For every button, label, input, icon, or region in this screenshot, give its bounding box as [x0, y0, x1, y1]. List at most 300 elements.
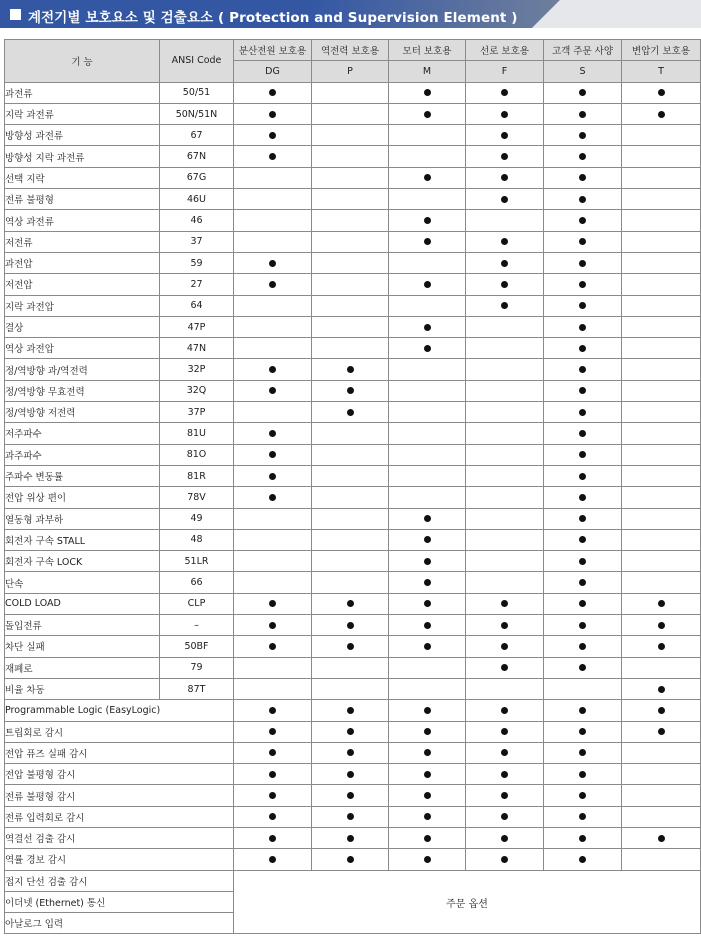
function-name: 차단 실패: [5, 636, 160, 657]
mark-cell: [622, 338, 701, 359]
function-name: 전압 퓨즈 실패 감시: [5, 742, 234, 763]
filled-circle-icon: [269, 430, 276, 437]
mark-cell: [389, 465, 466, 486]
mark-cell: [544, 487, 622, 508]
filled-circle-icon: [579, 451, 586, 458]
mark-cell: [544, 252, 622, 273]
filled-circle-icon: [579, 153, 586, 160]
filled-circle-icon: [347, 771, 354, 778]
filled-circle-icon: [579, 515, 586, 522]
filled-circle-icon: [658, 686, 665, 693]
filled-circle-icon: [269, 622, 276, 629]
filled-circle-icon: [579, 281, 586, 288]
function-name: Programmable Logic (EasyLogic): [5, 700, 234, 721]
filled-circle-icon: [347, 813, 354, 820]
function-name: 과전류: [5, 82, 160, 103]
mark-cell: [622, 167, 701, 188]
filled-circle-icon: [424, 707, 431, 714]
filled-circle-icon: [347, 749, 354, 756]
mark-cell: [234, 615, 312, 636]
mark-cell: [234, 849, 312, 870]
mark-cell: [234, 423, 312, 444]
mark-cell: [389, 572, 466, 593]
protection-table: [4, 39, 701, 934]
mark-cell: [622, 529, 701, 550]
mark-cell: [544, 615, 622, 636]
mark-cell: [389, 295, 466, 316]
filled-circle-icon: [269, 494, 276, 501]
filled-circle-icon: [269, 643, 276, 650]
table-row: [5, 231, 701, 252]
mark-cell: [234, 742, 312, 763]
filled-circle-icon: [347, 728, 354, 735]
mark-cell: [622, 700, 701, 721]
ansi-code: 37: [160, 231, 234, 252]
mark-cell: [544, 444, 622, 465]
ansi-code: 49: [160, 508, 234, 529]
filled-circle-icon: [424, 728, 431, 735]
function-name: COLD LOAD: [5, 593, 160, 614]
mark-cell: [544, 103, 622, 124]
ansi-code: 79: [160, 657, 234, 678]
mark-cell: [389, 167, 466, 188]
table-row: [5, 657, 701, 678]
filled-circle-icon: [658, 89, 665, 96]
mark-cell: [234, 146, 312, 167]
mark-cell: [312, 529, 389, 550]
function-name: 정/역방향 저전력: [5, 402, 160, 423]
mark-cell: [544, 465, 622, 486]
table-row: [5, 849, 701, 870]
mark-cell: [312, 700, 389, 721]
ansi-code: 50/51: [160, 82, 234, 103]
table-row: [5, 338, 701, 359]
mark-cell: [312, 636, 389, 657]
mark-cell: [234, 252, 312, 273]
function-name: 역률 경보 감시: [5, 849, 234, 870]
mark-cell: [466, 785, 544, 806]
mark-cell: [389, 231, 466, 252]
mark-cell: [312, 487, 389, 508]
mark-cell: [234, 593, 312, 614]
function-name: 주파수 변동률: [5, 465, 160, 486]
function-name: 결상: [5, 316, 160, 337]
mark-cell: [312, 572, 389, 593]
filled-circle-icon: [424, 813, 431, 820]
ansi-code: 32Q: [160, 380, 234, 401]
mark-cell: [312, 721, 389, 742]
mark-cell: [312, 615, 389, 636]
filled-circle-icon: [424, 792, 431, 799]
mark-cell: [312, 82, 389, 103]
table-row: [5, 487, 701, 508]
filled-circle-icon: [347, 792, 354, 799]
mark-cell: [312, 103, 389, 124]
mark-cell: [466, 423, 544, 444]
mark-cell: [544, 806, 622, 827]
filled-circle-icon: [424, 536, 431, 543]
filled-circle-icon: [424, 835, 431, 842]
mark-cell: [622, 125, 701, 146]
mark-cell: [389, 593, 466, 614]
ansi-code: 37P: [160, 402, 234, 423]
mark-cell: [312, 508, 389, 529]
function-name: 비율 차동: [5, 678, 160, 699]
ansi-code: 67: [160, 125, 234, 146]
filled-circle-icon: [579, 217, 586, 224]
mark-cell: [389, 189, 466, 210]
filled-circle-icon: [269, 813, 276, 820]
mark-cell: [389, 636, 466, 657]
mark-cell: [622, 82, 701, 103]
mark-cell: [312, 742, 389, 763]
mark-cell: [466, 103, 544, 124]
col-code-f: F: [466, 61, 544, 82]
mark-cell: [234, 551, 312, 572]
filled-circle-icon: [658, 111, 665, 118]
mark-cell: [389, 316, 466, 337]
mark-cell: [544, 764, 622, 785]
table-row: [5, 700, 701, 721]
table-row: [5, 551, 701, 572]
filled-circle-icon: [347, 387, 354, 394]
function-name: 방향성 과전류: [5, 125, 160, 146]
mark-cell: [622, 487, 701, 508]
mark-cell: [466, 125, 544, 146]
filled-circle-icon: [501, 600, 508, 607]
mark-cell: [312, 189, 389, 210]
mark-cell: [622, 295, 701, 316]
mark-cell: [389, 742, 466, 763]
table-row: [5, 529, 701, 550]
filled-circle-icon: [347, 366, 354, 373]
filled-circle-icon: [579, 558, 586, 565]
mark-cell: [544, 508, 622, 529]
filled-circle-icon: [579, 792, 586, 799]
filled-circle-icon: [501, 302, 508, 309]
mark-cell: [544, 827, 622, 848]
table-row: [5, 167, 701, 188]
filled-circle-icon: [269, 451, 276, 458]
function-name: 과주파수: [5, 444, 160, 465]
col-header-f: 선로 보호용: [466, 40, 544, 61]
function-name: 전류 불평형 감시: [5, 785, 234, 806]
mark-cell: [389, 82, 466, 103]
mark-cell: [466, 529, 544, 550]
mark-cell: [544, 82, 622, 103]
filled-circle-icon: [501, 856, 508, 863]
table-row: [5, 210, 701, 231]
mark-cell: [544, 274, 622, 295]
mark-cell: [466, 657, 544, 678]
filled-circle-icon: [579, 89, 586, 96]
mark-cell: [544, 402, 622, 423]
table-row: [5, 103, 701, 124]
mark-cell: [234, 189, 312, 210]
table-row: [5, 764, 701, 785]
mark-cell: [622, 721, 701, 742]
mark-cell: [466, 167, 544, 188]
filled-circle-icon: [501, 132, 508, 139]
filled-circle-icon: [501, 153, 508, 160]
ansi-code: 78V: [160, 487, 234, 508]
mark-cell: [389, 529, 466, 550]
filled-circle-icon: [579, 324, 586, 331]
filled-circle-icon: [424, 89, 431, 96]
mark-cell: [466, 806, 544, 827]
mark-cell: [234, 529, 312, 550]
mark-cell: [389, 827, 466, 848]
filled-circle-icon: [424, 174, 431, 181]
table-row: [5, 316, 701, 337]
mark-cell: [622, 764, 701, 785]
function-name: 선택 지락: [5, 167, 160, 188]
filled-circle-icon: [579, 579, 586, 586]
page-title: 계전기별 보호요소 및 검출요소 ( Protection and Supervision Element ): [28, 10, 518, 26]
mark-cell: [312, 274, 389, 295]
filled-circle-icon: [658, 643, 665, 650]
function-name: 단속: [5, 572, 160, 593]
mark-cell: [234, 231, 312, 252]
mark-cell: [389, 146, 466, 167]
function-name: 돌입전류: [5, 615, 160, 636]
filled-circle-icon: [579, 473, 586, 480]
mark-cell: [622, 465, 701, 486]
mark-cell: [234, 380, 312, 401]
mark-cell: [466, 210, 544, 231]
table-row: [5, 870, 701, 891]
mark-cell: [544, 125, 622, 146]
mark-cell: [466, 742, 544, 763]
col-code-p: P: [312, 61, 389, 82]
table-row: [5, 295, 701, 316]
filled-circle-icon: [579, 771, 586, 778]
mark-cell: [622, 402, 701, 423]
ansi-code: 64: [160, 295, 234, 316]
ansi-code: 50N/51N: [160, 103, 234, 124]
filled-circle-icon: [424, 643, 431, 650]
mark-cell: [389, 423, 466, 444]
function-name: 정/역방향 무효전력: [5, 380, 160, 401]
filled-circle-icon: [501, 260, 508, 267]
mark-cell: [544, 295, 622, 316]
filled-circle-icon: [269, 260, 276, 267]
filled-circle-icon: [579, 856, 586, 863]
filled-circle-icon: [579, 196, 586, 203]
filled-circle-icon: [347, 600, 354, 607]
mark-cell: [466, 636, 544, 657]
mark-cell: [466, 551, 544, 572]
mark-cell: [622, 359, 701, 380]
mark-cell: [544, 231, 622, 252]
table-row: [5, 636, 701, 657]
mark-cell: [234, 721, 312, 742]
filled-circle-icon: [579, 366, 586, 373]
mark-cell: [234, 402, 312, 423]
mark-cell: [622, 657, 701, 678]
mark-cell: [466, 252, 544, 273]
mark-cell: [544, 593, 622, 614]
table-row: [5, 146, 701, 167]
mark-cell: [312, 125, 389, 146]
function-name: 트립회로 감시: [5, 721, 234, 742]
ansi-code: 59: [160, 252, 234, 273]
col-header-t: 변압기 보호용: [622, 40, 701, 61]
mark-cell: [234, 700, 312, 721]
ansi-code: 67N: [160, 146, 234, 167]
mark-cell: [544, 742, 622, 763]
mark-cell: [466, 146, 544, 167]
filled-circle-icon: [269, 707, 276, 714]
mark-cell: [466, 487, 544, 508]
mark-cell: [312, 657, 389, 678]
mark-cell: [234, 82, 312, 103]
function-name: 회전자 구속 STALL: [5, 529, 160, 550]
mark-cell: [234, 295, 312, 316]
mark-cell: [312, 827, 389, 848]
table-row: [5, 827, 701, 848]
filled-circle-icon: [579, 600, 586, 607]
mark-cell: [622, 444, 701, 465]
function-name: 열동형 과부하: [5, 508, 160, 529]
filled-circle-icon: [579, 643, 586, 650]
mark-cell: [622, 252, 701, 273]
mark-cell: [544, 678, 622, 699]
filled-circle-icon: [424, 749, 431, 756]
mark-cell: [234, 572, 312, 593]
mark-cell: [312, 338, 389, 359]
ansi-code: 46: [160, 210, 234, 231]
mark-cell: [389, 402, 466, 423]
filled-circle-icon: [424, 558, 431, 565]
mark-cell: [466, 359, 544, 380]
filled-circle-icon: [424, 345, 431, 352]
mark-cell: [466, 508, 544, 529]
mark-cell: [466, 615, 544, 636]
function-name: 저주파수: [5, 423, 160, 444]
mark-cell: [389, 764, 466, 785]
filled-circle-icon: [501, 664, 508, 671]
filled-circle-icon: [579, 111, 586, 118]
col-code-s: S: [544, 61, 622, 82]
title-square-icon: [10, 9, 21, 20]
mark-cell: [622, 508, 701, 529]
function-name: 접지 단선 검출 감시: [5, 870, 234, 891]
mark-cell: [389, 806, 466, 827]
mark-cell: [312, 551, 389, 572]
filled-circle-icon: [501, 174, 508, 181]
mark-cell: [466, 231, 544, 252]
mark-cell: [389, 615, 466, 636]
table-row: [5, 742, 701, 763]
ansi-code: 87T: [160, 678, 234, 699]
filled-circle-icon: [579, 430, 586, 437]
filled-circle-icon: [579, 260, 586, 267]
mark-cell: [312, 231, 389, 252]
mark-cell: [622, 785, 701, 806]
filled-circle-icon: [579, 707, 586, 714]
ansi-code: 67G: [160, 167, 234, 188]
filled-circle-icon: [579, 664, 586, 671]
filled-circle-icon: [269, 473, 276, 480]
mark-cell: [234, 508, 312, 529]
filled-circle-icon: [579, 174, 586, 181]
function-name: 전류 불평형: [5, 189, 160, 210]
mark-cell: [544, 572, 622, 593]
mark-cell: [312, 210, 389, 231]
filled-circle-icon: [269, 89, 276, 96]
filled-circle-icon: [424, 622, 431, 629]
function-name: 전압 불평형 감시: [5, 764, 234, 785]
ansi-code: 51LR: [160, 551, 234, 572]
mark-cell: [234, 167, 312, 188]
mark-cell: [389, 252, 466, 273]
filled-circle-icon: [269, 111, 276, 118]
mark-cell: [312, 295, 389, 316]
table-row: [5, 508, 701, 529]
mark-cell: [544, 700, 622, 721]
filled-circle-icon: [579, 238, 586, 245]
function-name: 지락 과전류: [5, 103, 160, 124]
mark-cell: [544, 785, 622, 806]
col-header-p: 역전력 보호용: [312, 40, 389, 61]
mark-cell: [622, 636, 701, 657]
mark-cell: [312, 465, 389, 486]
filled-circle-icon: [269, 771, 276, 778]
filled-circle-icon: [501, 707, 508, 714]
ansi-code: 81O: [160, 444, 234, 465]
mark-cell: [622, 593, 701, 614]
filled-circle-icon: [424, 238, 431, 245]
filled-circle-icon: [501, 622, 508, 629]
mark-cell: [622, 274, 701, 295]
filled-circle-icon: [579, 835, 586, 842]
filled-circle-icon: [424, 771, 431, 778]
filled-circle-icon: [269, 856, 276, 863]
mark-cell: [466, 295, 544, 316]
filled-circle-icon: [501, 813, 508, 820]
mark-cell: [466, 274, 544, 295]
mark-cell: [234, 444, 312, 465]
table-row: [5, 721, 701, 742]
mark-cell: [234, 806, 312, 827]
mark-cell: [312, 764, 389, 785]
filled-circle-icon: [424, 281, 431, 288]
filled-circle-icon: [269, 281, 276, 288]
mark-cell: [234, 125, 312, 146]
filled-circle-icon: [347, 643, 354, 650]
mark-cell: [622, 742, 701, 763]
mark-cell: [389, 274, 466, 295]
mark-cell: [544, 423, 622, 444]
mark-cell: [234, 359, 312, 380]
table-row: [5, 593, 701, 614]
order-option-label: 주문 옵션: [234, 870, 701, 934]
mark-cell: [466, 572, 544, 593]
function-name: 역상 과전압: [5, 338, 160, 359]
mark-cell: [389, 678, 466, 699]
filled-circle-icon: [501, 111, 508, 118]
filled-circle-icon: [424, 856, 431, 863]
mark-cell: [544, 338, 622, 359]
mark-cell: [544, 167, 622, 188]
mark-cell: [234, 764, 312, 785]
table-row: [5, 806, 701, 827]
mark-cell: [466, 338, 544, 359]
mark-cell: [389, 338, 466, 359]
filled-circle-icon: [579, 387, 586, 394]
filled-circle-icon: [269, 835, 276, 842]
